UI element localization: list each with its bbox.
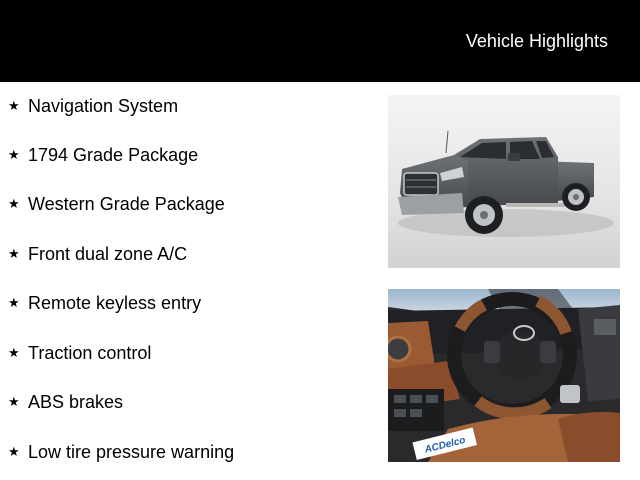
feature-label: Navigation System <box>28 95 179 116</box>
star-icon: ★ <box>8 98 20 113</box>
truck-interior-photo[interactable] <box>388 289 620 462</box>
truck-exterior-photo[interactable] <box>388 95 620 268</box>
page-title: Vehicle Highlights <box>465 31 608 51</box>
truck-interior-image <box>388 289 620 462</box>
interior-sign-text: ACDelco <box>423 434 467 456</box>
star-icon: ★ <box>8 444 20 459</box>
truck-exterior-image <box>388 95 620 268</box>
feature-label: Low tire pressure warning <box>28 441 235 462</box>
feature-label: 1794 Grade Package <box>28 144 199 165</box>
feature-label: Front dual zone A/C <box>28 243 188 264</box>
star-icon: ★ <box>8 147 20 162</box>
star-icon: ★ <box>8 394 20 409</box>
list-item <box>8 341 151 365</box>
list-item <box>8 143 198 167</box>
star-icon: ★ <box>8 196 20 211</box>
list-item <box>8 94 178 118</box>
list-item <box>8 242 187 266</box>
star-icon: ★ <box>8 246 20 261</box>
list-item <box>8 291 201 315</box>
list-item <box>8 192 225 216</box>
list-item <box>8 390 123 414</box>
feature-label: Remote keyless entry <box>28 292 202 313</box>
feature-label: ABS brakes <box>28 391 124 412</box>
star-icon: ★ <box>8 295 20 310</box>
header-bar <box>0 0 640 82</box>
feature-label: Western Grade Package <box>28 193 225 214</box>
list-item <box>8 440 234 464</box>
feature-label: Traction control <box>28 342 152 363</box>
star-icon: ★ <box>8 345 20 360</box>
